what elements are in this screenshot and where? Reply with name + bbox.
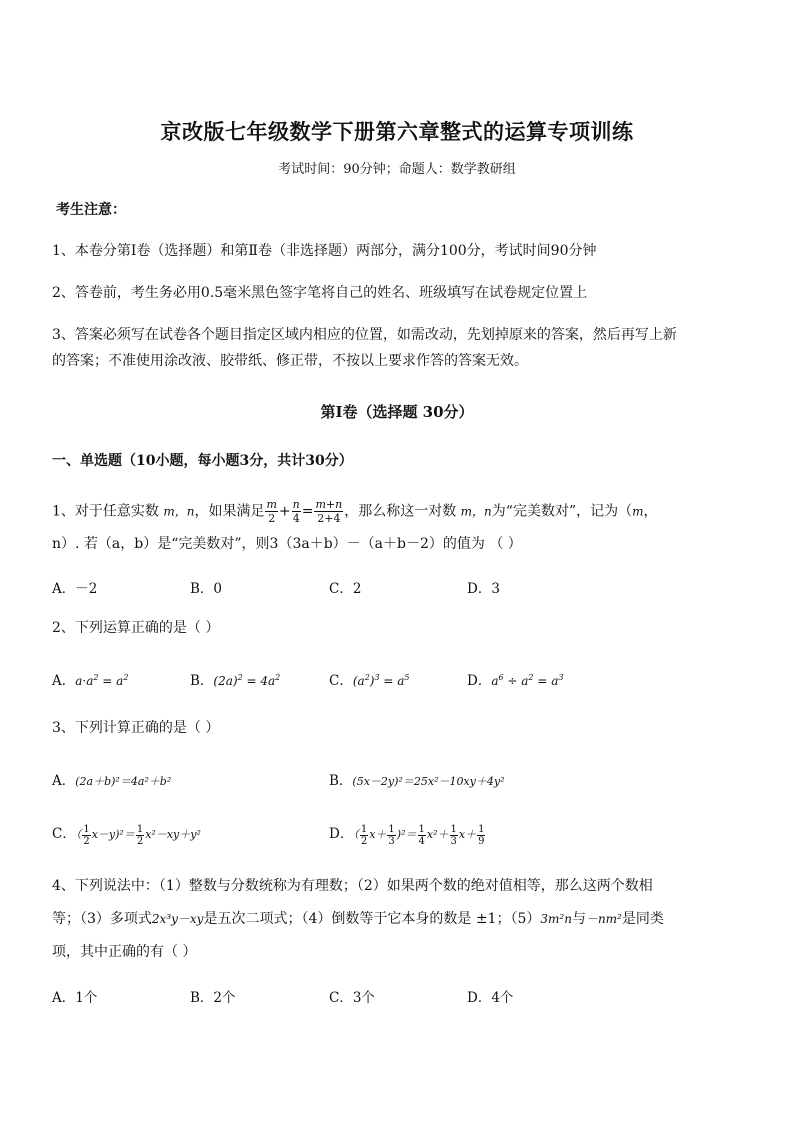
q1-text-a: 1、对于任意实数 <box>52 503 159 520</box>
q3-option-b[interactable] <box>329 769 504 789</box>
part-title: 一、单选题（10小题，每小题3分，共计30分） <box>52 453 353 469</box>
q2-option-d[interactable] <box>467 669 563 689</box>
q2-c-expr: $(a^2)^3 = a^5$ <box>352 673 410 688</box>
q3-option-a[interactable] <box>52 769 171 789</box>
section-title: 第Ⅰ卷（选择题 30分） <box>320 403 474 421</box>
q3-label-c: C． <box>52 826 76 842</box>
q4-option-d[interactable]: D．4个 <box>467 990 514 1006</box>
notice-item-1: 1、本卷分第Ⅰ卷（选择题）和第Ⅱ卷（非选择题）两部分，满分100分，考试时间90分钟 <box>52 243 597 259</box>
q1-option-c[interactable]: C．2 <box>329 581 362 597</box>
q2-option-c[interactable] <box>329 669 410 689</box>
q3-label-b: B． <box>329 773 353 789</box>
q4-option-a[interactable]: A．1个 <box>52 990 98 1006</box>
q1-text-e: ， <box>643 503 658 520</box>
q2-d-expr: $a^6 \div a^2 = a^3$ <box>491 673 564 688</box>
q3-option-c[interactable] <box>52 822 201 847</box>
q1-option-d[interactable]: D．3 <box>467 581 500 597</box>
q4-text-c: 与 <box>571 911 586 927</box>
q3-b-expr: (5x－2y)²＝25x²－10xy＋4y² <box>352 775 505 788</box>
notice-item-3: 3、答案必须写在试卷各个题目指定区域内相应的位置，如需改动，先划掉原来的答案，然后再写上新 <box>52 327 677 343</box>
q2-label-c: C． <box>329 673 353 689</box>
q4-expr-3m2n: 3m²n <box>540 912 572 926</box>
q1-option-b[interactable]: B．0 <box>190 581 223 597</box>
q4-option-c[interactable]: C．3个 <box>329 990 375 1006</box>
q1-frac-n-4: $\frac{n}{4}$ <box>292 498 300 525</box>
q3-d-expr: （ $\frac{1}{2}$ x＋ $\frac{1}{3}$ )²＝ $\frac{1}{4}$ x²＋ $\frac{1}{3}$ x＋ $\frac{1}{9}$ <box>353 823 485 847</box>
q3-stem: 3、下列计算正确的是（ ） <box>52 720 220 736</box>
q2-a-expr: $a\cdot a^2 = a^2$ <box>75 673 129 688</box>
q4-line2 <box>52 909 664 929</box>
q1-m: m <box>632 504 644 519</box>
q1-equals: = <box>301 503 314 520</box>
q1-frac-sum: $\frac{m+n}{2+4}$ <box>315 498 343 525</box>
q3-label-a: A． <box>52 773 76 789</box>
q3-c-expr: （ $\frac{1}{2}$ x－y)²＝ $\frac{1}{2}$ x²－xy＋y² <box>75 823 201 847</box>
q3-label-d: D． <box>329 826 354 842</box>
q4-line1: 4、下列说法中：（1）整数与分数统称为有理数；（2）如果两个数的绝对值相等，那么这两个数相 <box>52 878 653 894</box>
q4-expr-nm2: －nm² <box>585 912 622 926</box>
q2-option-b[interactable] <box>190 669 280 689</box>
q1-text-b: ，如果满足 <box>194 503 265 520</box>
q1-line1 <box>52 498 658 525</box>
q2-b-expr: $(2a)^2 = 4a^2$ <box>213 673 281 688</box>
q2-label-b: B． <box>190 673 214 689</box>
q1-plus: + <box>278 503 291 520</box>
q2-option-a[interactable] <box>52 669 128 689</box>
notice-item-3-cont: 的答案；不准使用涂改液、胶带纸、修正带，不按以上要求作答的答案无效。 <box>52 353 528 369</box>
exam-info: 考试时间：90分钟；命题人：数学教研组 <box>278 162 516 177</box>
q4-text-b: 是五次二项式；（4）倒数等于它本身的数是 ±1；（5） <box>203 911 541 927</box>
q1-frac-m-2: $\frac{m}{2}$ <box>266 498 277 525</box>
q1-text-d: 为“完美数对”，记为（ <box>491 503 633 520</box>
q4-expr-polynomial: 2x³y－xy <box>151 912 204 926</box>
q2-stem: 2、下列运算正确的是（ ） <box>52 620 220 636</box>
notice-item-2: 2、答卷前，考生务必用0.5毫米黑色签字笔将自己的姓名、班级填写在试卷规定位置上 <box>52 285 588 301</box>
q4-line3: 项，其中正确的有（ ） <box>52 944 197 960</box>
q3-a-expr: (2a＋b)²＝4a²＋b² <box>75 775 172 788</box>
q4-text-d: 是同类 <box>621 911 664 927</box>
q1-mn-2: m，n <box>460 504 492 519</box>
q3-option-d[interactable] <box>329 822 486 847</box>
q4-text-a: 等；（3）多项式 <box>52 911 152 927</box>
notice-heading: 考生注意： <box>56 202 126 218</box>
q4-option-b[interactable]: B．2个 <box>190 990 236 1006</box>
q1-mn: m，n <box>163 504 195 519</box>
q1-line2: n）. 若（a，b）是“完美数对”，则3（3a＋b）－（a＋b－2）的值为 （ ） <box>52 536 522 552</box>
q1-text-c: ，那么称这一对数 <box>344 503 457 520</box>
q1-option-a[interactable]: A．－2 <box>52 581 98 597</box>
page-title: 京改版七年级数学下册第六章整式的运算专项训练 <box>160 119 634 144</box>
q2-label-a: A． <box>52 673 76 689</box>
q2-label-d: D． <box>467 673 492 689</box>
